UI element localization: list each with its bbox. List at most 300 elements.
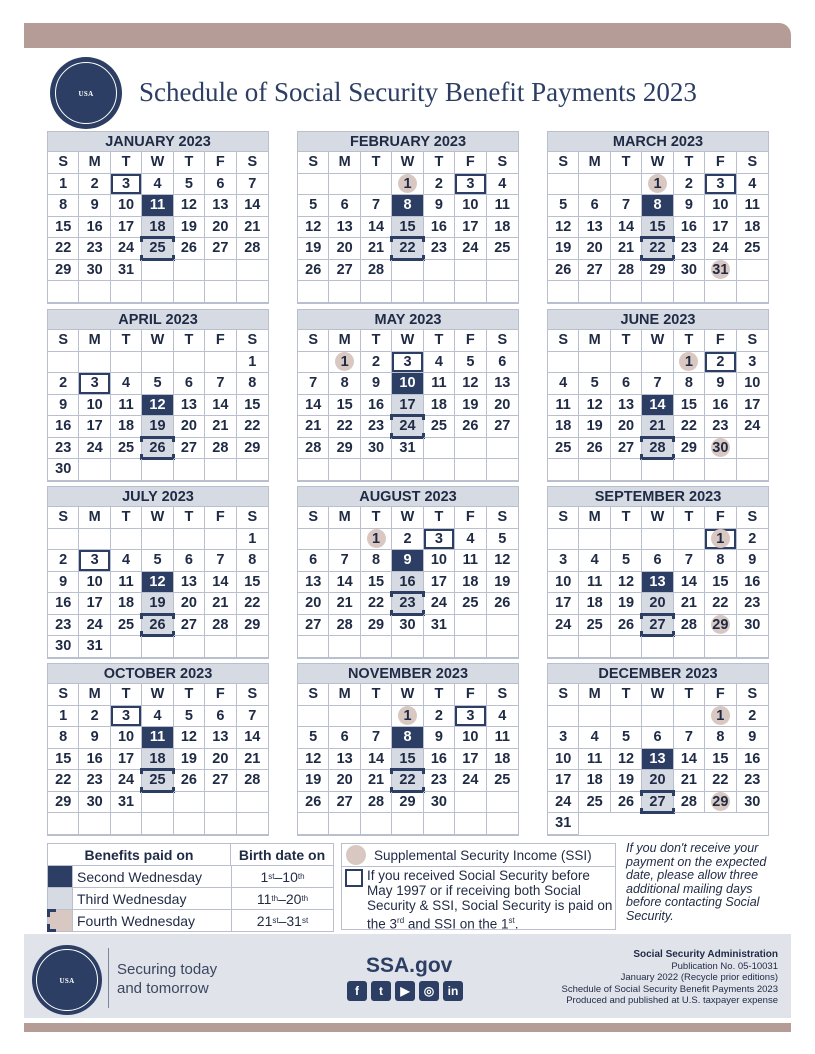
- day-cell: 26: [611, 615, 642, 637]
- weekday-header: M: [329, 684, 360, 706]
- empty-cell: [142, 281, 173, 303]
- empty-cell: [237, 260, 268, 282]
- day-cell: 17: [111, 217, 142, 239]
- day-cell: 6: [174, 550, 205, 572]
- day-cell: 18: [111, 416, 142, 438]
- day-cell: 27: [642, 615, 673, 637]
- weekday-header: F: [205, 152, 236, 174]
- day-cell: 26: [455, 416, 486, 438]
- day-cell: 3: [737, 352, 768, 374]
- weekday-header: T: [674, 152, 705, 174]
- day-cell: 5: [455, 352, 486, 374]
- empty-cell: [392, 813, 423, 835]
- day-cell: 12: [579, 395, 610, 417]
- day-cell: 4: [487, 174, 518, 196]
- empty-cell: [548, 529, 579, 551]
- instagram-icon[interactable]: ◎: [419, 981, 439, 1001]
- empty-cell: [48, 529, 79, 551]
- empty-cell: [79, 529, 110, 551]
- day-cell: 26: [611, 792, 642, 814]
- day-cell: 11: [737, 195, 768, 217]
- empty-cell: [424, 281, 455, 303]
- facebook-icon[interactable]: f: [347, 981, 367, 1001]
- day-cell: 9: [79, 727, 110, 749]
- day-cell: 1: [705, 529, 736, 551]
- second-wednesday-swatch: [48, 866, 73, 887]
- weekday-header: F: [705, 330, 736, 352]
- ssa-gov-link[interactable]: SSA.gov: [366, 954, 453, 977]
- day-cell: 17: [548, 593, 579, 615]
- weekday-header: W: [392, 330, 423, 352]
- day-cell: 27: [579, 260, 610, 282]
- empty-cell: [111, 352, 142, 374]
- day-cell: 27: [329, 792, 360, 814]
- weekday-header: W: [392, 152, 423, 174]
- weekday-header: W: [642, 684, 673, 706]
- day-cell: 7: [237, 706, 268, 728]
- weekday-header: T: [674, 330, 705, 352]
- day-cell: 4: [142, 706, 173, 728]
- month-title: MARCH 2023: [548, 132, 768, 152]
- empty-cell: [298, 174, 329, 196]
- day-cell: 25: [111, 615, 142, 637]
- day-cell: 7: [205, 373, 236, 395]
- empty-cell: [579, 174, 610, 196]
- day-cell: 7: [674, 550, 705, 572]
- day-cell: 8: [705, 727, 736, 749]
- day-cell: 22: [392, 238, 423, 260]
- weekday-header: S: [48, 152, 79, 174]
- empty-cell: [737, 636, 768, 658]
- day-cell: 8: [642, 195, 673, 217]
- weekday-header: S: [487, 507, 518, 529]
- day-cell: 9: [79, 195, 110, 217]
- day-cell: 5: [611, 550, 642, 572]
- day-cell: 25: [142, 770, 173, 792]
- empty-cell: [579, 352, 610, 374]
- weekday-header: S: [298, 330, 329, 352]
- day-cell: 19: [174, 217, 205, 239]
- empty-cell: [611, 281, 642, 303]
- day-cell: 27: [611, 438, 642, 460]
- day-cell: 14: [205, 572, 236, 594]
- day-cell: 26: [487, 593, 518, 615]
- month-title: NOVEMBER 2023: [298, 664, 518, 684]
- day-cell: 18: [111, 593, 142, 615]
- day-cell: 11: [455, 550, 486, 572]
- empty-cell: [79, 813, 110, 835]
- day-cell: 22: [48, 770, 79, 792]
- empty-cell: [392, 636, 423, 658]
- day-cell: 5: [142, 550, 173, 572]
- weekday-header: F: [455, 330, 486, 352]
- day-cell: 16: [48, 593, 79, 615]
- day-cell: 28: [237, 238, 268, 260]
- day-cell: 21: [361, 770, 392, 792]
- month-title: JULY 2023: [48, 487, 268, 507]
- day-cell: 26: [174, 770, 205, 792]
- day-cell: 13: [611, 395, 642, 417]
- empty-cell: [205, 636, 236, 658]
- weekday-header: T: [611, 152, 642, 174]
- empty-cell: [361, 636, 392, 658]
- day-cell: 11: [487, 195, 518, 217]
- empty-cell: [174, 352, 205, 374]
- empty-cell: [174, 529, 205, 551]
- empty-cell: [329, 529, 360, 551]
- weekday-header: F: [705, 684, 736, 706]
- day-cell: 29: [48, 260, 79, 282]
- day-cell: 21: [361, 238, 392, 260]
- empty-cell: [642, 281, 673, 303]
- day-cell: 24: [79, 615, 110, 637]
- day-cell: 25: [455, 593, 486, 615]
- day-cell: 19: [174, 749, 205, 771]
- day-cell: 18: [579, 593, 610, 615]
- day-cell: 2: [737, 529, 768, 551]
- empty-cell: [674, 706, 705, 728]
- birthdate-range: 11 th – 20 th: [256, 890, 309, 907]
- day-cell: 20: [329, 770, 360, 792]
- day-cell: 29: [48, 792, 79, 814]
- weekday-header: T: [424, 684, 455, 706]
- month-calendar: [297, 663, 519, 836]
- month-calendar: [547, 131, 769, 304]
- empty-cell: [361, 706, 392, 728]
- empty-cell: [487, 438, 518, 460]
- day-cell: 13: [329, 217, 360, 239]
- day-cell: 16: [737, 749, 768, 771]
- month-calendar: [47, 486, 269, 659]
- empty-cell: [674, 459, 705, 481]
- day-cell: 30: [674, 260, 705, 282]
- day-cell: 15: [392, 749, 423, 771]
- empty-cell: [79, 459, 110, 481]
- empty-cell: [174, 792, 205, 814]
- weekday-header: T: [174, 330, 205, 352]
- day-cell: 13: [205, 727, 236, 749]
- empty-cell: [424, 438, 455, 460]
- day-cell: 3: [392, 352, 423, 374]
- empty-cell: [48, 352, 79, 374]
- day-cell: 17: [455, 217, 486, 239]
- day-cell: 28: [205, 615, 236, 637]
- day-cell: 7: [329, 550, 360, 572]
- day-cell: 19: [455, 395, 486, 417]
- day-cell: 27: [487, 416, 518, 438]
- day-cell: 1: [48, 706, 79, 728]
- day-cell: 25: [579, 792, 610, 814]
- footer-tagline: Securing today and tomorrow: [117, 961, 218, 997]
- weekday-header: S: [237, 684, 268, 706]
- day-cell: 3: [111, 174, 142, 196]
- day-cell: 9: [361, 373, 392, 395]
- empty-cell: [611, 459, 642, 481]
- day-cell: 5: [298, 727, 329, 749]
- day-cell: 6: [329, 727, 360, 749]
- weekday-header: T: [361, 684, 392, 706]
- day-cell: 31: [392, 438, 423, 460]
- day-cell: 18: [455, 572, 486, 594]
- weekday-header: S: [548, 507, 579, 529]
- day-cell: 12: [298, 217, 329, 239]
- empty-cell: [174, 281, 205, 303]
- day-cell: 15: [237, 395, 268, 417]
- month-title: MAY 2023: [298, 310, 518, 330]
- month-calendar: [297, 309, 519, 482]
- day-cell: 24: [548, 615, 579, 637]
- month-calendar: [547, 663, 769, 836]
- day-cell: 2: [48, 373, 79, 395]
- empty-cell: [579, 459, 610, 481]
- empty-cell: [174, 636, 205, 658]
- day-cell: 16: [392, 572, 423, 594]
- empty-cell: [205, 281, 236, 303]
- day-cell: 5: [142, 373, 173, 395]
- day-cell: 6: [642, 550, 673, 572]
- day-cell: 12: [487, 550, 518, 572]
- day-cell: 22: [48, 238, 79, 260]
- day-cell: 30: [48, 459, 79, 481]
- day-cell: 20: [642, 770, 673, 792]
- day-cell: 23: [424, 770, 455, 792]
- month-title: DECEMBER 2023: [548, 664, 768, 684]
- empty-cell: [455, 459, 486, 481]
- day-cell: 7: [674, 727, 705, 749]
- ssi-circle-icon: [346, 845, 366, 865]
- empty-cell: [455, 260, 486, 282]
- day-cell: 11: [548, 395, 579, 417]
- day-cell: 1: [674, 352, 705, 374]
- day-cell: 2: [392, 529, 423, 551]
- day-cell: 8: [392, 195, 423, 217]
- day-cell: 9: [737, 550, 768, 572]
- empty-cell: [548, 636, 579, 658]
- weekday-header: M: [329, 152, 360, 174]
- day-cell: 12: [455, 373, 486, 395]
- day-cell: 5: [548, 195, 579, 217]
- day-cell: 29: [674, 438, 705, 460]
- empty-cell: [611, 706, 642, 728]
- empty-cell: [705, 636, 736, 658]
- day-cell: 21: [237, 217, 268, 239]
- weekday-header: T: [611, 507, 642, 529]
- day-cell: 30: [705, 438, 736, 460]
- empty-cell: [579, 706, 610, 728]
- day-cell: 4: [548, 373, 579, 395]
- weekday-header: T: [674, 507, 705, 529]
- day-cell: 28: [674, 792, 705, 814]
- weekday-header: T: [174, 152, 205, 174]
- day-cell: 21: [205, 593, 236, 615]
- day-cell: 13: [642, 572, 673, 594]
- day-cell: 12: [611, 749, 642, 771]
- day-cell: 24: [705, 238, 736, 260]
- day-cell: 16: [424, 749, 455, 771]
- legend-row-third: Third Wednesday 11 th – 20 th: [48, 888, 333, 910]
- weekday-header: T: [674, 684, 705, 706]
- day-cell: 29: [237, 438, 268, 460]
- day-cell: 2: [424, 174, 455, 196]
- empty-cell: [548, 352, 579, 374]
- day-cell: 21: [329, 593, 360, 615]
- empty-cell: [579, 529, 610, 551]
- day-cell: 5: [174, 174, 205, 196]
- day-cell: 11: [111, 572, 142, 594]
- ssi-legend: Supplemental Security Income (SSI) If you received Social Security before May 1997 or if receiving both Social Security & SSI, Social Security is paid on the 3rd and SSI on the 1st.: [341, 843, 616, 930]
- day-cell: 28: [329, 615, 360, 637]
- day-cell: 26: [298, 260, 329, 282]
- page-title: Schedule of Social Security Benefit Payments 2023: [139, 77, 697, 107]
- weekday-header: S: [298, 507, 329, 529]
- empty-cell: [329, 636, 360, 658]
- day-cell: 28: [674, 615, 705, 637]
- twitter-icon[interactable]: t: [371, 981, 391, 1001]
- empty-cell: [142, 529, 173, 551]
- weekday-header: M: [79, 330, 110, 352]
- day-cell: 25: [424, 416, 455, 438]
- day-cell: 2: [79, 174, 110, 196]
- empty-cell: [455, 438, 486, 460]
- day-cell: 24: [455, 238, 486, 260]
- day-cell: 30: [79, 792, 110, 814]
- day-cell: 20: [611, 416, 642, 438]
- day-cell: 13: [579, 217, 610, 239]
- weekday-header: M: [79, 152, 110, 174]
- empty-cell: [548, 281, 579, 303]
- day-cell: 29: [642, 260, 673, 282]
- empty-cell: [548, 706, 579, 728]
- day-cell: 19: [298, 770, 329, 792]
- weekday-header: F: [205, 330, 236, 352]
- day-cell: 15: [674, 395, 705, 417]
- day-cell: 17: [392, 395, 423, 417]
- day-cell: 10: [79, 395, 110, 417]
- empty-cell: [611, 529, 642, 551]
- weekday-header: W: [142, 507, 173, 529]
- day-cell: 20: [642, 593, 673, 615]
- day-cell: 8: [48, 727, 79, 749]
- month-calendar: [47, 309, 269, 482]
- empty-cell: [674, 281, 705, 303]
- day-cell: 2: [79, 706, 110, 728]
- linkedin-icon[interactable]: in: [443, 981, 463, 1001]
- day-cell: 30: [48, 636, 79, 658]
- empty-cell: [298, 281, 329, 303]
- empty-cell: [455, 281, 486, 303]
- day-cell: 24: [737, 416, 768, 438]
- day-cell: 18: [487, 749, 518, 771]
- day-cell: 27: [298, 615, 329, 637]
- day-cell: 2: [424, 706, 455, 728]
- weekday-header: T: [361, 507, 392, 529]
- empty-cell: [142, 459, 173, 481]
- legend-row-second: Second Wednesday 1 st – 10 th: [48, 866, 333, 888]
- empty-cell: [392, 260, 423, 282]
- day-cell: 10: [737, 373, 768, 395]
- weekday-header: S: [548, 152, 579, 174]
- weekday-header: F: [455, 684, 486, 706]
- day-cell: 27: [329, 260, 360, 282]
- empty-cell: [737, 438, 768, 460]
- empty-cell: [111, 636, 142, 658]
- weekday-header: T: [174, 684, 205, 706]
- day-cell: 25: [487, 238, 518, 260]
- day-cell: 29: [392, 792, 423, 814]
- empty-cell: [205, 352, 236, 374]
- day-cell: 1: [392, 174, 423, 196]
- day-cell: 11: [111, 395, 142, 417]
- empty-cell: [705, 459, 736, 481]
- day-cell: 15: [237, 572, 268, 594]
- empty-cell: [579, 281, 610, 303]
- day-cell: 31: [111, 260, 142, 282]
- day-cell: 10: [455, 195, 486, 217]
- month-calendar: [47, 663, 269, 836]
- day-cell: 18: [548, 416, 579, 438]
- day-cell: 23: [79, 770, 110, 792]
- day-cell: 9: [392, 550, 423, 572]
- day-cell: 17: [705, 217, 736, 239]
- weekday-header: S: [737, 507, 768, 529]
- day-cell: 20: [174, 416, 205, 438]
- day-cell: 19: [611, 593, 642, 615]
- day-cell: 21: [674, 770, 705, 792]
- day-cell: 8: [48, 195, 79, 217]
- weekday-header: F: [705, 152, 736, 174]
- day-cell: 11: [579, 749, 610, 771]
- empty-cell: [298, 352, 329, 374]
- day-cell: 1: [237, 529, 268, 551]
- day-cell: 26: [174, 238, 205, 260]
- day-cell: 11: [579, 572, 610, 594]
- day-cell: 26: [142, 615, 173, 637]
- day-cell: 9: [48, 572, 79, 594]
- day-cell: 8: [237, 373, 268, 395]
- day-cell: 7: [205, 550, 236, 572]
- day-cell: 10: [548, 749, 579, 771]
- empty-cell: [79, 281, 110, 303]
- day-cell: 25: [487, 770, 518, 792]
- month-calendar: [297, 486, 519, 659]
- day-cell: 27: [174, 615, 205, 637]
- top-banner: [24, 23, 791, 48]
- day-cell: 28: [237, 770, 268, 792]
- day-cell: 4: [579, 550, 610, 572]
- empty-cell: [48, 281, 79, 303]
- month-title: FEBRUARY 2023: [298, 132, 518, 152]
- empty-cell: [79, 352, 110, 374]
- day-cell: 20: [205, 749, 236, 771]
- day-cell: 29: [237, 615, 268, 637]
- day-cell: 10: [111, 195, 142, 217]
- youtube-icon[interactable]: ▶: [395, 981, 415, 1001]
- day-cell: 20: [329, 238, 360, 260]
- day-cell: 23: [674, 238, 705, 260]
- empty-cell: [737, 260, 768, 282]
- day-cell: 7: [642, 373, 673, 395]
- day-cell: 24: [548, 792, 579, 814]
- day-cell: 10: [455, 727, 486, 749]
- day-cell: 3: [424, 529, 455, 551]
- empty-cell: [361, 174, 392, 196]
- day-cell: 23: [705, 416, 736, 438]
- weekday-header: F: [205, 684, 236, 706]
- month-calendar: [47, 131, 269, 304]
- day-cell: 15: [642, 217, 673, 239]
- weekday-header: S: [237, 507, 268, 529]
- weekday-header: T: [174, 507, 205, 529]
